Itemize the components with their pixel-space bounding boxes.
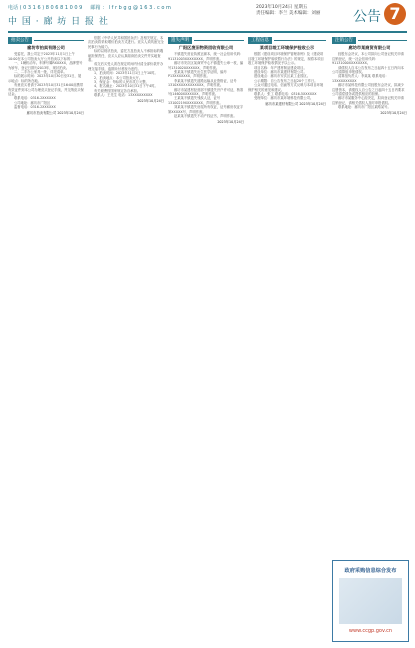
column-4 — [248, 36, 326, 106]
section-heading — [332, 36, 407, 44]
paragraph: 建设单位：廊坊市某建材有限公司。 — [254, 70, 307, 75]
ad-image — [339, 578, 402, 624]
ad-url-link[interactable]: www.ccgp.gov.cn — [348, 628, 393, 634]
page-number-badge: 7 — [384, 3, 406, 25]
paragraph: 张某某不慎遗失出生医学证明，编号P13XXXXXXX，声明作废。 — [168, 70, 227, 79]
signature: 廊坊市拍卖有限公司 2023年10月24日 — [26, 110, 84, 115]
column-5 — [332, 36, 407, 115]
paragraph: 2、拍卖地点：本公司拍卖大厅。 — [94, 75, 143, 80]
paragraph: 4、报名截止：2023年10月31日下午4时。 — [94, 84, 158, 89]
paragraph: 联系地址：廊坊市广阳区某路某号。 — [338, 105, 391, 110]
paragraph: 廊坊市某科技有限公司经股东会决议，拟减少注册资本，请债权人自公告之日起四十五日内要求公司清偿债务或提供相应的担保。 — [332, 83, 405, 97]
section-heading — [248, 36, 326, 44]
paragraph: 3、保证金：每标的人民币贰万元整。 — [94, 80, 149, 85]
paragraph: 受理单位：廊坊市某环境科技有限公司。 — [254, 96, 314, 101]
section-title: 公告 — [353, 9, 381, 25]
heading-rule — [358, 40, 407, 41]
paragraph: 王某某不慎遗失残疾人证，证号13100219XXXXXXXX，声明作废。 — [168, 96, 223, 105]
notice-title: 廊坊市某商贸有限公司 — [348, 45, 391, 50]
signature: 2023年10月24日 — [137, 98, 164, 103]
paragraph: 清算组负责人：李某某 联系电话：13XXXXXXXXX — [332, 74, 389, 83]
paragraph: 二、二手办公家具一批，详见清单。 — [14, 70, 67, 75]
paragraph: 联系电话：0316-2XXXXXX — [14, 96, 56, 101]
paragraph: 李某某不慎遗失道路运输从业资格证，证号1310XXXXXXXXXXXX，声明作废。 — [168, 78, 237, 88]
paragraph: 刘某某不慎遗失房屋所有权证，证号廊房权证字第XXXXX号，声明作废。 — [168, 105, 244, 114]
paragraph: 有关税费按国家规定各自承担。 — [94, 88, 141, 93]
paragraph: 标的以现状拍卖，委托方及拍卖人不承担标的瑕疵担保责任，竞买人应认真阅读拍卖文件并实地查看。 — [88, 49, 164, 63]
signature: 2023年10月24日 — [217, 119, 244, 124]
signature: 廊坊市某建材有限公司 2023年10月24日 — [265, 101, 326, 106]
paragraph: 1、拍卖时间：2023年11月1日上午10时。 — [94, 71, 158, 76]
editor-line: 责任编辑：李兰 美术编辑：刘丽 — [256, 11, 321, 16]
section-heading — [168, 36, 244, 44]
paragraph: 廊坊市安次区某商贸中心不慎遗失公章一枚，编号1310020XXXXXX，声明作废。 — [168, 61, 244, 70]
section-tag: 注销公告 — [332, 37, 356, 44]
paragraph: 成交后买受人须在规定时间内付清全部价款并办理交接手续，逾期未付者视为违约。 — [88, 62, 164, 71]
paragraph: 项目名称：年产建材制品建设项目。 — [254, 65, 307, 70]
section-tag: 拍卖公告 — [8, 37, 32, 44]
heading-rule — [274, 40, 326, 41]
notice-title: 广阳区废旧物资回收有限公司 — [178, 45, 234, 50]
column-2 — [88, 36, 164, 103]
heading-rule — [34, 40, 84, 41]
paragraph: 公示期限：自公告发布之日起20个工作日。 — [254, 78, 318, 83]
paragraph: 经股东会决议，本公司拟向公司登记机关申请注销登记，统一社会信用代码：91131000XXXXXXXX。 — [332, 52, 404, 66]
paragraph: 标的展示时间：2023年10月30日至31日，展示地点：标的所在地。 — [8, 74, 82, 83]
paper-logo: 中 国 · 廊 坊 日 报 社 — [8, 17, 109, 27]
notice-title: 某项目竣工环境保护验收公示 — [259, 45, 315, 50]
procurement-ad[interactable] — [332, 560, 409, 642]
column-1 — [8, 36, 84, 115]
paragraph: 联系人：张工 联系电话：0316-5XXXXXX — [254, 92, 317, 97]
paragraph: 依据《中华人民共和国拍卖法》及相关规定，本次拍卖将采取增价拍卖方式进行。竞买人须具备完全民事行为能力。 — [88, 36, 164, 49]
section-heading — [8, 36, 84, 44]
ad-title: 政府采购信息综合发布 — [344, 568, 397, 574]
section-tag: 遗失声明 — [168, 37, 192, 44]
signature: 2023年10月24日 — [380, 110, 407, 115]
notice-title: 廊坊市拍卖有限公司 — [27, 45, 65, 50]
paragraph: 廊坊市某建材经营部不慎遗失开户许可证，核准号J14600XXXXXXX，声明作废。 — [168, 87, 244, 97]
paragraph: 公众可通过电话、信函等方式反映与本项目环境保护相关的意见和建议。 — [248, 83, 324, 92]
paragraph: 赵某某不慎遗失不动产权证书，声明作废。 — [174, 114, 237, 119]
paragraph: 不慎遗失营业执照正副本，统一社会信用代码：91131003XXXXXXXX，声明作废。 — [168, 52, 244, 61]
paragraph: 有意竞买者请于2023年10月31日16:00前携带有效证件到本公司办理竞买登记手续，并交纳竞买保证金。 — [8, 83, 84, 97]
paragraph: 一、1辆机动车。车牌号冀RXXXXX，品牌型号为轿车，登记日期为2013年，现状拍卖。 — [8, 61, 83, 70]
paragraph: 廊坊市某服务中心经决定，拟向登记机关申请注销登记，请相关债权人及时申报债权。 — [332, 96, 404, 105]
paragraph: 公司地址：廊坊市广阳区 — [14, 100, 51, 105]
paragraph: 请债权人自本公告发布之日起四十五日内向本公司清算组申报债权。 — [332, 65, 404, 75]
paragraph: 联系人：王先生 电话：13XXXXXXXXX — [94, 93, 153, 98]
paragraph: 监督电话：0316-2XXXXXX — [14, 105, 56, 110]
section-tag: 工程信息 — [248, 37, 272, 44]
paragraph: 建设地点：廊坊市安次区某工业园区。 — [254, 74, 311, 79]
date-line: 2023年10月24日 星期五 — [256, 5, 308, 10]
header-rule — [8, 31, 407, 33]
paragraph: 受委托，我公司定于2023年11月1日上午10:00在本公司拍卖大厅公开拍卖以下标的： — [8, 52, 75, 61]
column-3 — [168, 36, 244, 124]
heading-rule — [194, 40, 244, 41]
hotline-text: 电话 ( 0 3 1 6 ) 8 0 6 8 1 0 0 9 邮箱 ： l f r b g g @ 1 6 3 . c o m — [8, 5, 171, 11]
paragraph: 根据《建设项目环境保护管理条例》及《建设项目竣工环境保护验收暂行办法》的规定，现将本项目竣工环境保护验收情况予以公示。 — [248, 52, 324, 66]
issue-info — [256, 5, 320, 17]
